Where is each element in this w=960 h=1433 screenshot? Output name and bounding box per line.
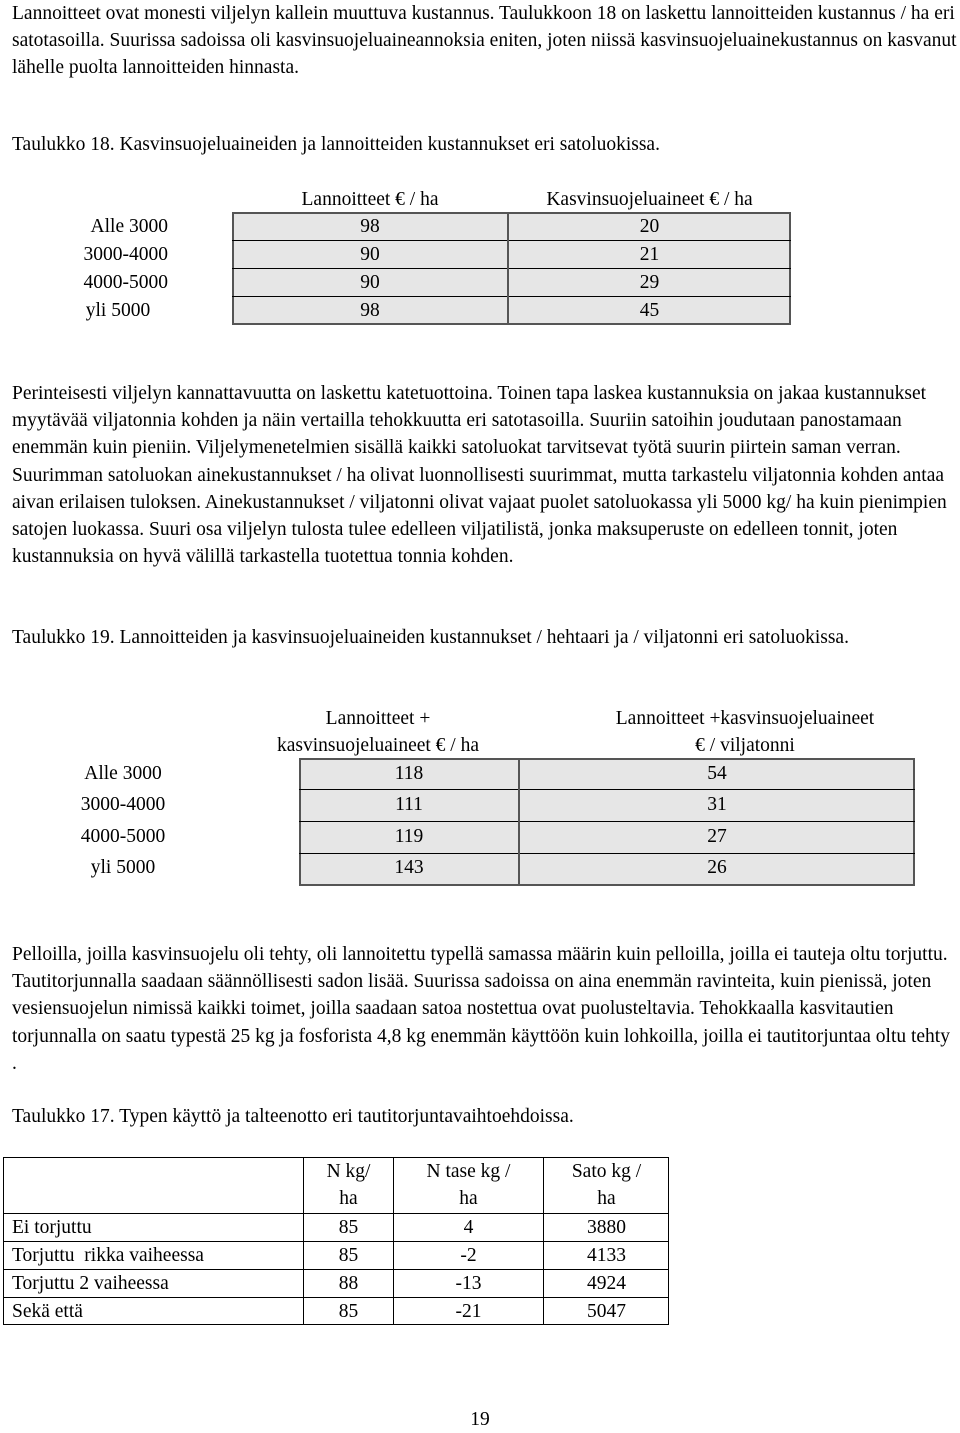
table19-col1-header-line2: kasvinsuojeluaineet € / ha: [277, 735, 479, 756]
table19-caption: Taulukko 19. Lannoitteiden ja kasvinsuojeluaineiden kustannukset / hehtaari ja / viljatonni eri satoluokissa.: [12, 627, 849, 648]
table18-row-label: 4000-5000: [83, 272, 168, 293]
table18-cell: 90: [360, 272, 380, 293]
table19-cell: 26: [707, 857, 727, 878]
table17-header-yield: Sato kg /: [571, 1161, 642, 1182]
table17-header-n: ha: [339, 1188, 358, 1209]
table17-header-n-balance: N tase kg /: [426, 1161, 511, 1182]
table17-row-label: Torjuttu 2 vaiheessa: [12, 1273, 169, 1294]
table17-cell: -2: [460, 1245, 477, 1266]
table17-cell: -13: [455, 1273, 482, 1294]
table18-row-label: Alle 3000: [90, 216, 168, 237]
table17-row-label: Torjuttu rikka vaiheessa: [12, 1245, 204, 1266]
table18-cell: 29: [639, 272, 660, 293]
table17-cell: -21: [455, 1301, 482, 1322]
table17-row-label: Sekä että: [12, 1301, 83, 1322]
table18-cell: 45: [639, 300, 660, 321]
table19-row-label: yli 5000: [90, 857, 156, 878]
table17-cell: 4924: [587, 1273, 626, 1294]
table18-cell: 98: [360, 216, 380, 237]
table18-cell: 98: [360, 300, 380, 321]
table17-caption: Taulukko 17. Typen käyttö ja talteenotto eri tautitorjuntavaihtoehdoissa.: [12, 1106, 574, 1127]
middle-paragraph: Perinteisesti viljelyn kannattavuutta on laskettu katetuottoina. Toinen tapa laskea kustannuksia on jakaa kustannukset myytävää viljatonnia kohden ja näin vertailla tehokkuutta eri satotasoilla. Suuriin satoihin joudutaan panostamaan enemmän kuin pieniin. Viljelymenetelmien sisällä kaikki satoluokat tarvitsevat työtä suurin piirtein saman verran. Suurimman satoluokan ainekustannukset / ha olivat luonnollisesti suurimmat, mutta tarkastelu viljatonnia kohden antaa aivan erilaisen tuloksen. Ainekustannukset / viljatonni olivat vajaat puolet satoluokassa yli 5000 kg/ ha kuin pienimpien satojen luokassa. Suuri osa viljelyn tulosta tulee edelleen viljatilistä, jonka maksuperuste on edelleen tonnit, joten kustannuksia on hyvä välillä tarkastella tuotettua tonnia kohden.: [12, 383, 947, 568]
table19-cell: 54: [707, 763, 727, 784]
table17-cell: 85: [338, 1217, 359, 1238]
table17-cell: 4133: [587, 1245, 626, 1266]
table19-row-label: 3000-4000: [80, 794, 166, 815]
table18-row-label: yli 5000: [85, 300, 151, 321]
table19-cell: 119: [394, 826, 424, 847]
lower-paragraph: Pelloilla, joilla kasvinsuojelu oli tehty, oli lannoitettu typellä samassa määrin kuin pelloilla, joilla ei tauteja oltu torjuttu. Tautitorjunnalla saadaan säännöllisesti sadon lisää. Suurissa sadoissa on aina enemmän ravinteita, kuin pienissä, joten vesiensuojelun nimissä kaikki toimet, joilla saadaan satoa nostettua ovat puolusteltavia. Tehokkaalla kasvitautien torjunnalla on saatu typestä 25 kg ja fosforista 4,8 kg enemmän käyttöön kuin lohkoilla, joilla ei tautitorjuntaa oltu tehty .: [12, 944, 950, 1074]
table17-cell: 88: [338, 1273, 359, 1294]
table18-cell: 20: [639, 216, 660, 237]
table17-cell: 85: [338, 1301, 359, 1322]
table17-header-n: N kg/: [326, 1161, 371, 1182]
page-number: 19: [470, 1409, 490, 1430]
table17-row-label: Ei torjuttu: [12, 1217, 92, 1238]
table18-caption: Taulukko 18. Kasvinsuojeluaineiden ja lannoitteiden kustannukset eri satoluokissa.: [12, 134, 660, 155]
table17-header-n-balance: ha: [459, 1188, 478, 1209]
table19-cell: 31: [707, 794, 727, 815]
table19-cell: 111: [395, 794, 423, 815]
table17-cell: 5047: [587, 1301, 626, 1322]
table18-row-label: 3000-4000: [83, 244, 168, 265]
table18-cell: 90: [360, 244, 380, 265]
intro-paragraph: Lannoitteet ovat monesti viljelyn kallein muuttuva kustannus. Taulukkoon 18 on laskettu lannoitteiden kustannus / ha eri satotasoilla. Suurissa sadoissa oli kasvinsuojeluaineannoksia eniten, joten niissä kasvinsuojeluainekustannus on kasvanut lähelle puolta lannoitteiden hinnasta.: [12, 3, 957, 79]
table18-col1-header: Lannoitteet € / ha: [301, 189, 439, 210]
table19-row-label: 4000-5000: [80, 826, 166, 847]
table19-col1-header-line1: Lannoitteet +: [325, 708, 431, 729]
table19-col2-header-line2: € / viljatonni: [695, 735, 795, 756]
table18-col2-header: Kasvinsuojeluaineet € / ha: [546, 189, 753, 210]
table18-cell: 21: [639, 244, 660, 265]
table17-cell: 3880: [587, 1217, 626, 1238]
table17-cell: 85: [338, 1245, 359, 1266]
table17-cell: 4: [463, 1217, 474, 1238]
table19-row-label: Alle 3000: [84, 763, 162, 784]
table19-cell: 118: [394, 763, 424, 784]
table19-cell: 27: [707, 826, 727, 847]
table19-cell: 143: [394, 857, 424, 878]
table17-header-yield: ha: [597, 1188, 616, 1209]
table19-col2-header-line1: Lannoitteet +kasvinsuojeluaineet: [615, 708, 875, 729]
